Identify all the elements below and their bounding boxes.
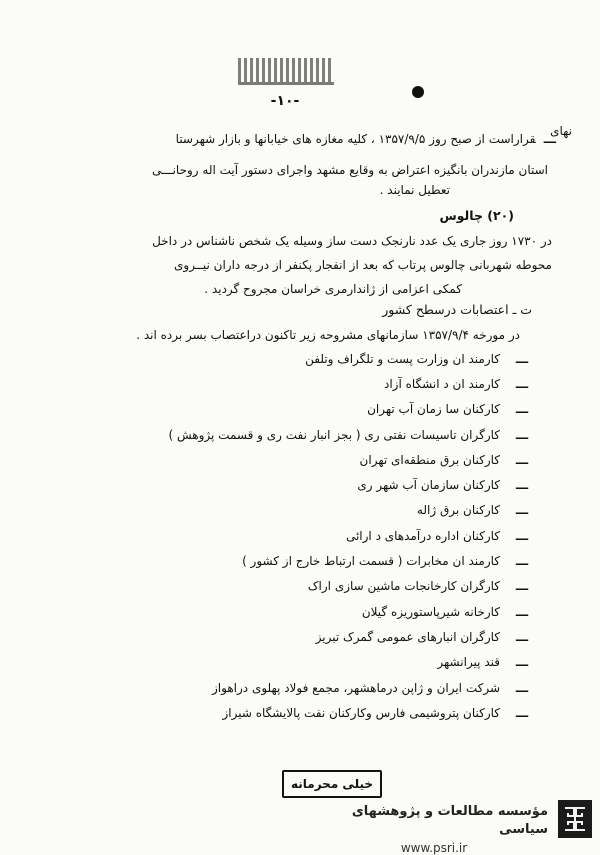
para1-dash: ـــ	[543, 132, 556, 146]
strike-list-item-text: کارخانه شیرپاستوریزه گیلان	[361, 604, 500, 619]
ink-dot	[412, 86, 424, 98]
para1-line2: استان مازندران بانگیزه اعتراض به وقایع مشهد واجرای دستور آیت اله روحانـــی	[152, 163, 548, 177]
institute-logo-icon	[558, 800, 592, 838]
page-number: -۱۰-	[270, 93, 300, 109]
list-dash: ـــ	[515, 528, 529, 543]
list-dash: ـــ	[515, 705, 529, 720]
strike-list-item-text: کارکنان سا زمان آب تهران	[367, 402, 500, 417]
strike-list-item-text: کارگران تاسیسات نفتی ری ( بجز انبار نفت ری و قسمت پژوهش )	[168, 427, 500, 442]
list-dash: ـــ	[515, 351, 529, 366]
strike-list-item	[60, 472, 540, 497]
strike-list	[60, 346, 540, 725]
strike-list-item-text: شرکت ایران و ژاپن درماهشهر، مجمع فولاد پهلوی دراهواز	[212, 680, 500, 695]
section-20-title: (۲۰) چالوس	[439, 208, 514, 223]
logo-pattern-icon	[562, 804, 588, 834]
strike-list-item	[60, 700, 540, 725]
list-dash: ـــ	[515, 554, 529, 569]
list-dash: ـــ	[515, 427, 529, 442]
list-dash: ـــ	[515, 503, 529, 518]
strike-list-item-text: کارمند ان مخابرات ( قسمت ارتباط خارج از کشور )	[242, 554, 500, 569]
strike-list-item-text: کارگران کارخانجات ماشین سازی اراک	[307, 579, 500, 594]
strike-list-item-text: قند پیرانشهر	[437, 655, 500, 670]
strike-list-item-text: کارکنان برق منطقه‌ای تهران	[359, 452, 500, 467]
strike-list-item-text: کارگران انبارهای عمومی گمرک تبریز	[315, 629, 500, 644]
watermark-url: www.psri.ir	[400, 841, 468, 855]
list-dash: ـــ	[515, 478, 529, 493]
strikes-intro: در مورخه ۱۳۵۷/۹/۴ سازمانهای مشروحه زیر تاکنون دراعتصاب بسر برده اند .	[136, 328, 520, 342]
strike-list-item	[60, 624, 540, 649]
strike-list-item-text: کارکنان پتروشیمی فارس وکارکنان نفت پالایشگاه شیراز	[222, 705, 500, 720]
list-dash: ـــ	[515, 655, 529, 670]
section-20-line1: در ۱۷۳۰ روز جاری یک عدد نارنجک دست ساز وسیله یک شخص ناشناس در داخل	[152, 234, 552, 248]
para1-line1	[176, 132, 556, 146]
list-dash: ـــ	[515, 604, 529, 619]
strike-list-item	[60, 397, 540, 422]
classification-stamp: خیلی محرمانه	[282, 770, 382, 798]
strike-list-item	[60, 650, 540, 675]
strike-list-item-text: کارکنان سازمان آب شهر ری	[357, 478, 500, 493]
list-dash: ـــ	[515, 579, 529, 594]
strike-list-item	[60, 422, 540, 447]
section-20-line3: کمکی اعزامی از ژاندارمری خراسان مجروح گردید .	[204, 282, 462, 296]
strike-list-item	[60, 447, 540, 472]
para1-line1-continuation: نهای	[550, 124, 572, 138]
strike-list-item	[60, 346, 540, 371]
strike-list-item	[60, 574, 540, 599]
strike-list-item	[60, 599, 540, 624]
strike-list-item	[60, 675, 540, 700]
list-dash: ـــ	[515, 402, 529, 417]
strike-list-item-text: کارمند ان د انشگاه آزاد	[383, 376, 500, 391]
section-strikes-title: ت ـ اعتصابات درسطح کشور	[382, 302, 532, 317]
section-20-line2: محوطه شهربانی چالوس پرتاب که بعد از انفجار پکنفر از درجه داران نیــروی	[174, 258, 552, 272]
strike-list-item	[60, 371, 540, 396]
para1-line1-text: قراراست از صبح روز ۱۳۵۷/۹/۵ ، کلیه مغازه های خیابانها و بازار شهرستا	[175, 132, 536, 146]
strike-list-item-text: کارکنان برق ژاله	[416, 503, 500, 518]
strike-list-item	[60, 498, 540, 523]
list-dash: ـــ	[515, 680, 529, 695]
strike-list-item-text: کارکنان اداره درآمدهای د ارائی	[345, 528, 500, 543]
strike-list-item-text: کارمند ان وزارت پست و تلگراف وتلفن	[305, 351, 500, 366]
watermark-org-name: مؤسسه مطالعات و پژوهشهای سیاسی	[351, 804, 548, 837]
top-stamp	[238, 58, 334, 85]
list-dash: ـــ	[515, 452, 529, 467]
strike-list-item	[60, 523, 540, 548]
list-dash: ـــ	[515, 629, 529, 644]
list-dash: ـــ	[515, 376, 529, 391]
strike-list-item	[60, 548, 540, 573]
para1-line3: تعطیل نمایند .	[379, 183, 450, 197]
watermark	[320, 803, 548, 855]
